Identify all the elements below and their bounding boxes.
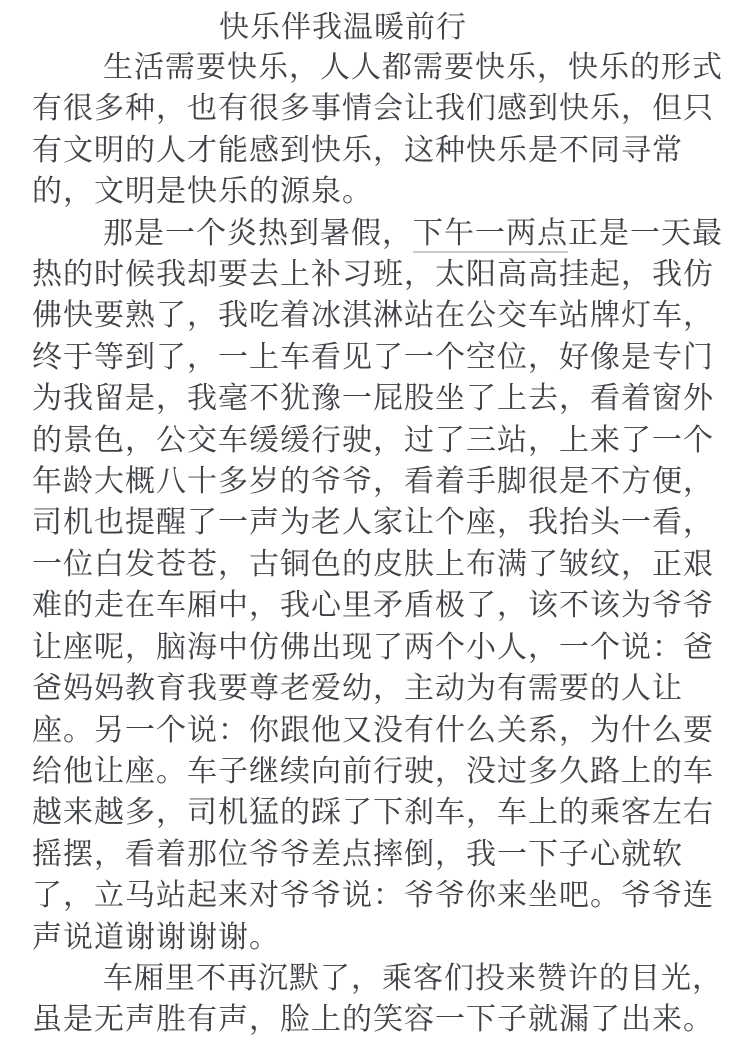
text-line: [32, 668, 722, 709]
text-line: [32, 834, 722, 875]
text-line: [32, 254, 722, 295]
text-line: [32, 295, 722, 336]
underlined-text: 下午一两点: [413, 217, 568, 253]
text-line: [32, 585, 722, 626]
text-segment: 终于等到了，一上车看见了一个空位，好像是专门: [32, 340, 714, 374]
text-segment: 那是一个炎热到暑假，: [103, 216, 413, 250]
text-line: [32, 337, 722, 378]
text-segment: 爸妈妈教育我要尊老爱幼，主动为有需要的人让: [32, 672, 683, 706]
text-line: [32, 627, 722, 668]
text-segment: 生活需要快乐，人人都需要快乐，快乐的形式: [103, 51, 723, 84]
text-line: [32, 213, 722, 254]
text-segment: 摇摆，看着那位爷爷差点摔倒，我一下子心就软: [32, 837, 683, 871]
text-segment: 车厢里不再沉默了，乘客们投来赞许的目光，: [103, 961, 723, 995]
text-segment: 的景色，公交车缓缓行驶，过了三站，上来了一个: [32, 423, 714, 457]
text-line: [32, 502, 722, 543]
paragraph-3: [32, 958, 722, 1037]
text-line: [32, 171, 722, 212]
text-line: [32, 461, 722, 502]
text-line: [32, 544, 722, 585]
text-line: [32, 378, 722, 419]
essay-title: 快乐伴我温暖前行: [219, 11, 467, 44]
text-line: [32, 420, 722, 461]
text-line: [32, 710, 722, 751]
text-segment: 年龄大概八十多岁的爷爷，看着手脚很是不方便，: [32, 465, 714, 499]
text-segment: 座。另一个说：你跟他又没有什么关系，为什么要: [32, 713, 714, 747]
text-segment: 给他让座。车子继续向前行驶，没过多久路上的车: [32, 754, 714, 788]
text-segment: 了，立马站起来对爷爷说：爷爷你来坐吧。爷爷连: [32, 879, 714, 913]
text-segment: 正是一天最: [568, 216, 723, 250]
text-line: [32, 999, 722, 1037]
text-segment: 热的时候我却要去上补习班，太阳高高挂起，我仿: [32, 258, 714, 292]
paragraph-1: [32, 47, 722, 213]
text-segment: 虽是无声胜有声，脸上的笑容一下子就漏了出来。: [32, 1003, 714, 1037]
text-segment: 一位白发苍苍，古铜色的皮肤上布满了皱纹，正艰: [32, 547, 714, 581]
essay-body: [0, 47, 750, 1037]
text-line: [32, 88, 722, 129]
text-segment: 为我留是，我毫不犹豫一屁股坐了上去，看着窗外: [32, 382, 714, 416]
text-segment: 的，文明是快乐的源泉。: [32, 175, 373, 209]
text-line: [32, 917, 722, 958]
text-segment: 难的走在车厢中，我心里矛盾极了，该不该为爷爷: [32, 589, 714, 623]
paragraph-2: [32, 213, 722, 958]
text-segment: 越来越多，司机猛的踩了下刹车，车上的乘客左右: [32, 796, 714, 830]
text-line: [32, 751, 722, 792]
text-line: [32, 875, 722, 916]
text-segment: 有文明的人才能感到快乐，这种快乐是不同寻常: [32, 133, 683, 167]
text-line: [32, 130, 722, 171]
text-segment: 让座呢，脑海中仿佛出现了两个小人，一个说：爸: [32, 630, 714, 664]
text-segment: 司机也提醒了一声为老人家让个座，我抬头一看，: [32, 506, 714, 540]
text-segment: 声说道谢谢谢谢。: [32, 920, 280, 954]
text-line: [32, 792, 722, 833]
text-segment: 佛快要熟了，我吃着冰淇淋站在公交车站牌灯车，: [32, 299, 714, 333]
text-segment: 有很多种，也有很多事情会让我们感到快乐，但只: [32, 92, 714, 126]
text-line: [32, 958, 722, 999]
text-line: [32, 47, 722, 88]
